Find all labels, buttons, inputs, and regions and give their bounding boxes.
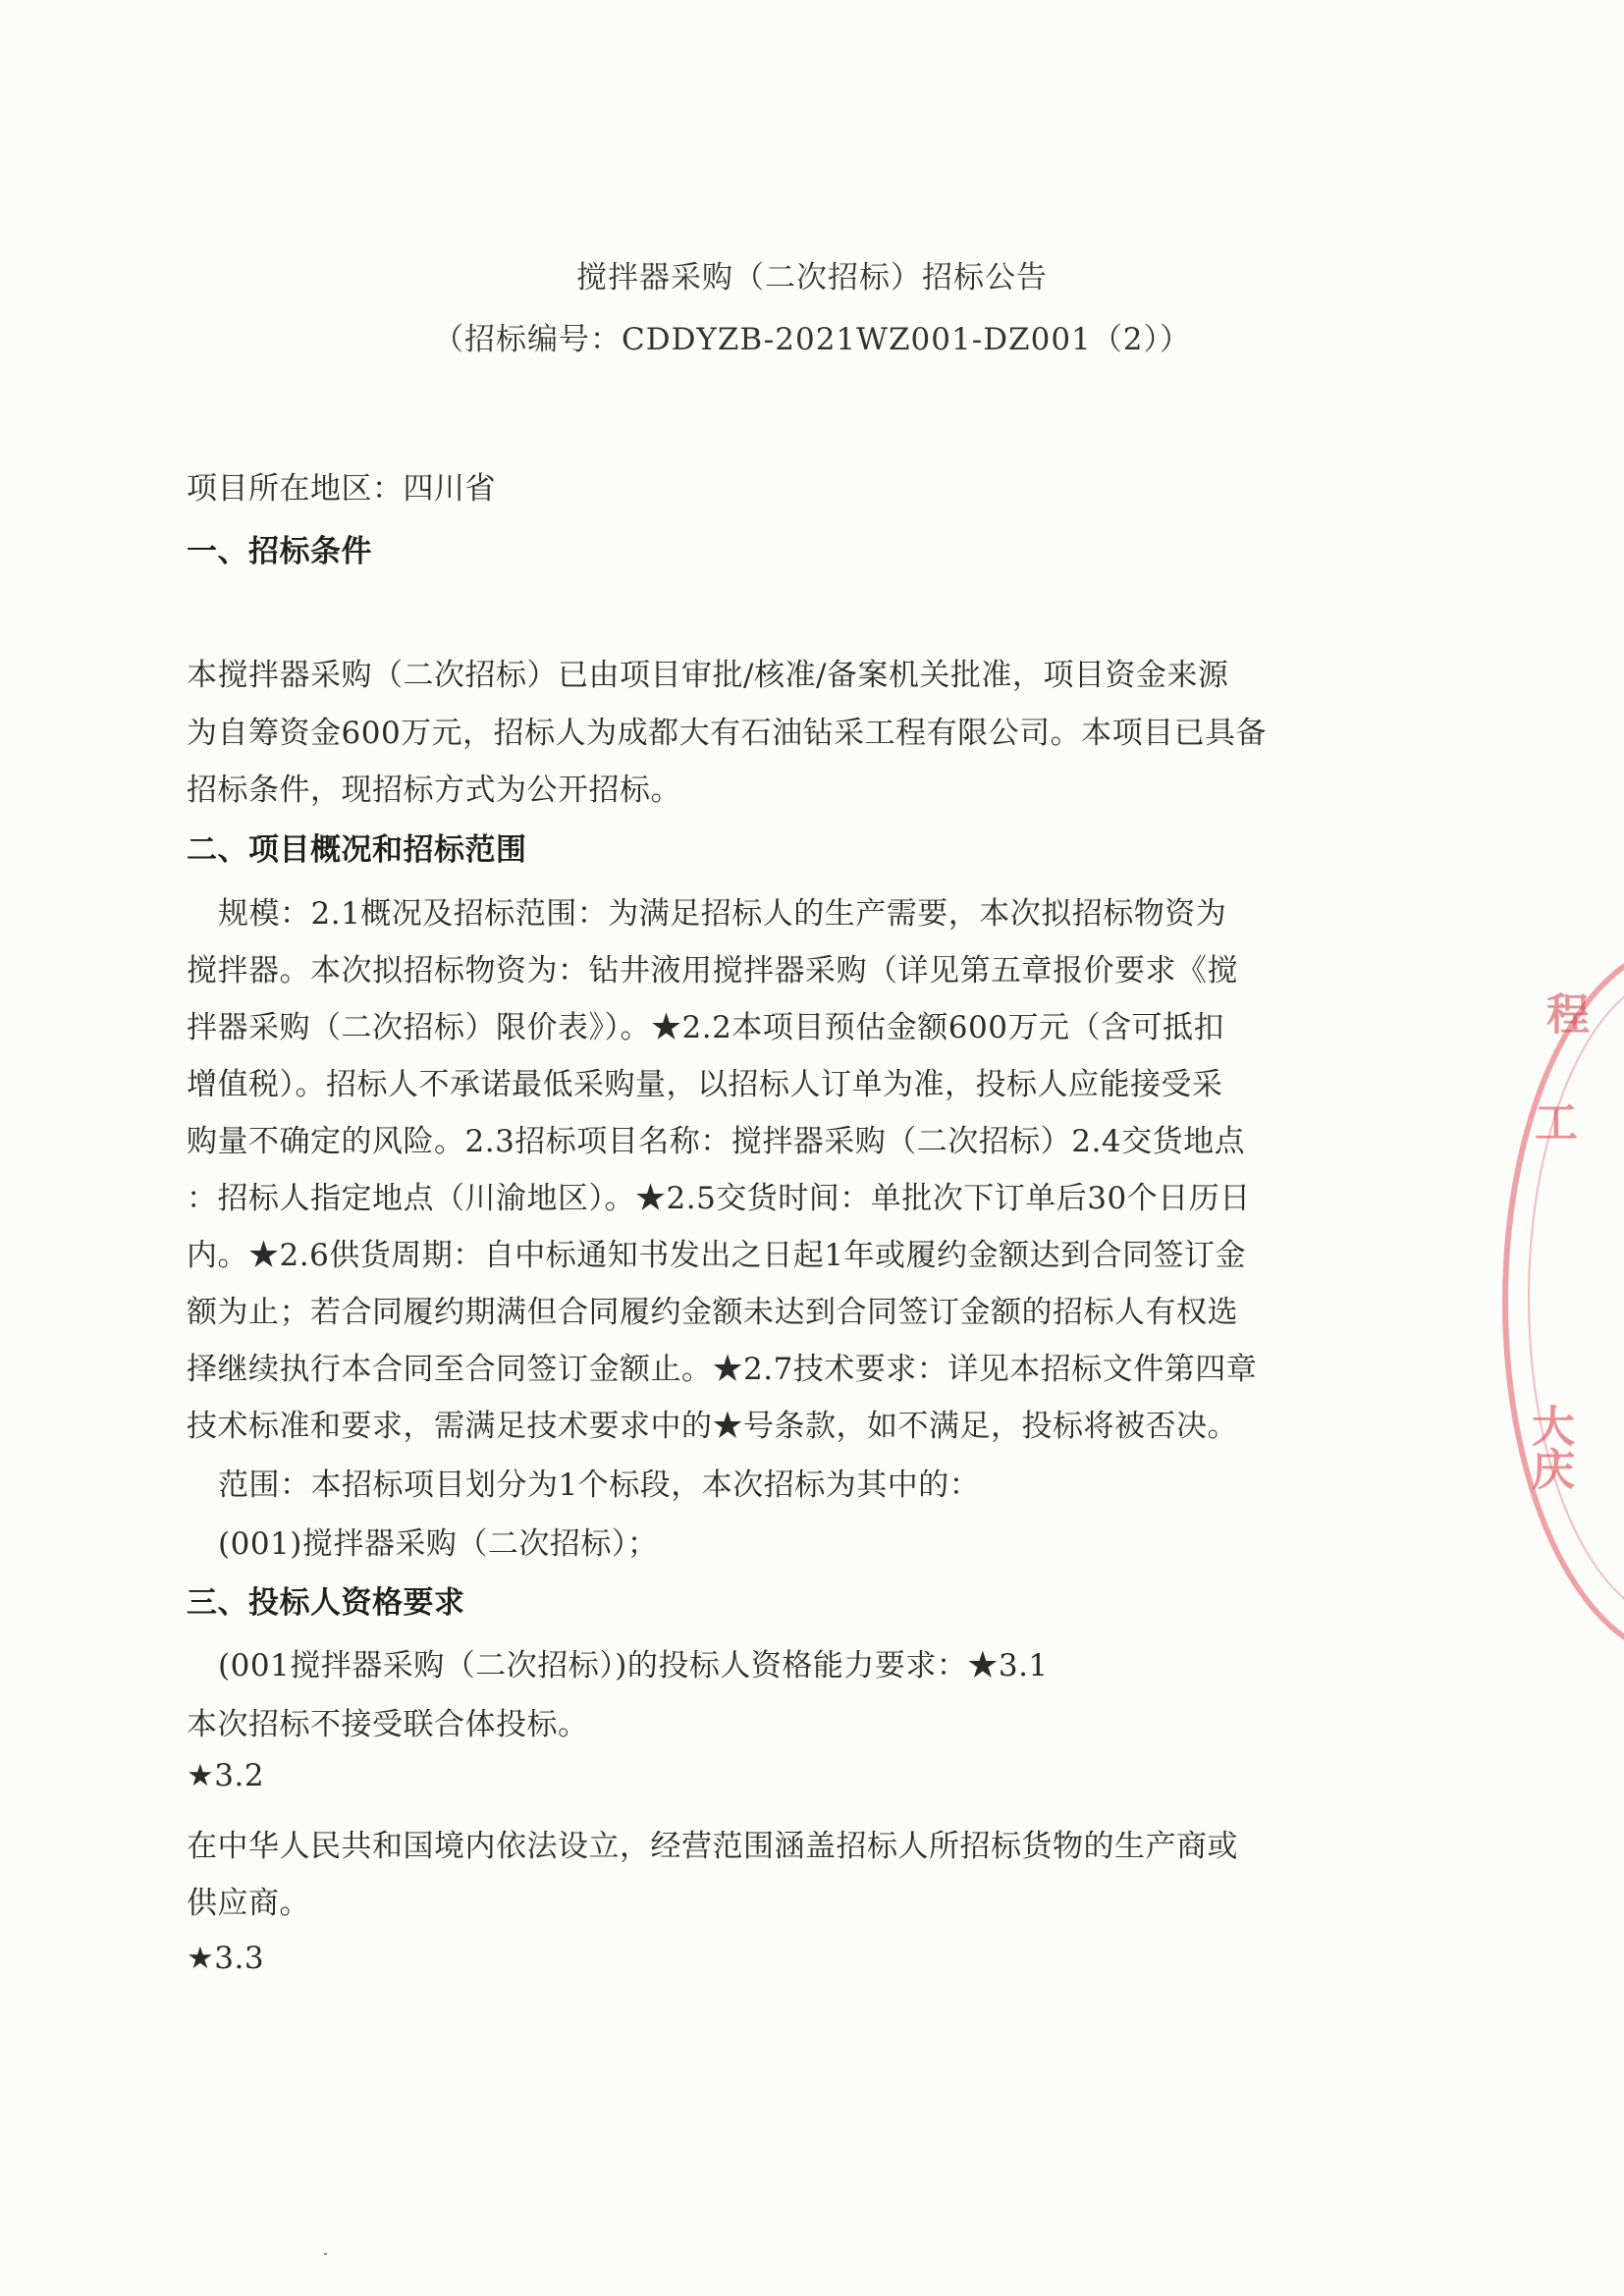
paragraph-line: 技术标准和要求，需满足技术要求中的★号条款，如不满足，投标将被否决。 [187,1409,1238,1444]
paragraph-line: 增值税）。招标人不承诺最低采购量，以招标人订单为准，投标人应能接受采 [187,1067,1223,1102]
paragraph-line: 在中华人民共和国境内依法设立，经营范围涵盖招标人所招标货物的生产商或 [187,1829,1238,1864]
paragraph-line: ：招标人指定地点（川渝地区）。★2.5交货时间：单批次下订单后30个日历日 [187,1181,1251,1216]
paragraph-line: 内。★2.6供货周期：自中标通知书发出之日起1年或履约金额达到合同签订金 [187,1238,1247,1273]
seal-text: 工 [1527,1099,1577,1143]
section-heading-1: 一、招标条件 [187,534,372,569]
paragraph-line: 额为止；若合同履约期满但合同履约金额未达到合同签订金额的招标人有权选 [187,1295,1238,1330]
project-region: 项目所在地区：四川省 [187,471,496,507]
paragraph-line: 择继续执行本合同至合同签订金额止。★2.7技术要求：详见本招标文件第四章 [187,1352,1258,1387]
seal-text: 大庆 [1524,1404,1574,1490]
section-heading-2: 二、项目概况和招标范围 [187,832,527,868]
paragraph-line: 搅拌器。本次拟招标物资为：钻井液用搅拌器采购（详见第五章报价要求《搅 [187,953,1238,988]
paragraph-line: 供应商。 [187,1886,310,1921]
paragraph-line: ★3.2 [187,1758,265,1793]
paragraph-line: 规模：2.1概况及招标范围：为满足招标人的生产需要，本次拟招标物资为 [218,896,1227,932]
scan-speck [324,2253,327,2255]
paragraph-line: 招标条件，现招标方式为公开招标。 [187,773,681,808]
seal-text: 程 [1539,991,1589,1035]
paragraph-line: 本搅拌器采购（二次招标）已由项目审批/核准/备案机关批准，项目资金来源 [187,658,1229,693]
scope-line: 范围：本招标项目划分为1个标段，本次招标为其中的： [218,1468,981,1503]
paragraph-line: (001搅拌器采购（二次招标）)的投标人资格能力要求：★3.1 [218,1648,1049,1683]
tender-code: （招标编号：CDDYZB-2021WZ001-DZ001（2）） [433,322,1191,357]
lot-line: (001)搅拌器采购（二次招标）； [218,1526,659,1562]
section-heading-3: 三、投标人资格要求 [187,1585,465,1621]
paragraph-line: 本次招标不接受联合体投标。 [187,1707,589,1742]
paragraph-line: 拌器采购（二次招标）限价表》）。★2.2本项目预估金额600万元（含可抵扣 [187,1010,1224,1045]
document-title: 搅拌器采购（二次招标）招标公告 [576,260,1048,295]
paragraph-line: 购量不确定的风险。2.3招标项目名称：搅拌器采购（二次招标）2.4交货地点 [187,1124,1246,1159]
paragraph-line: ★3.3 [187,1941,265,1976]
paragraph-line: 为自筹资金600万元，招标人为成都大有石油钻采工程有限公司。本项目已具备 [187,716,1268,751]
